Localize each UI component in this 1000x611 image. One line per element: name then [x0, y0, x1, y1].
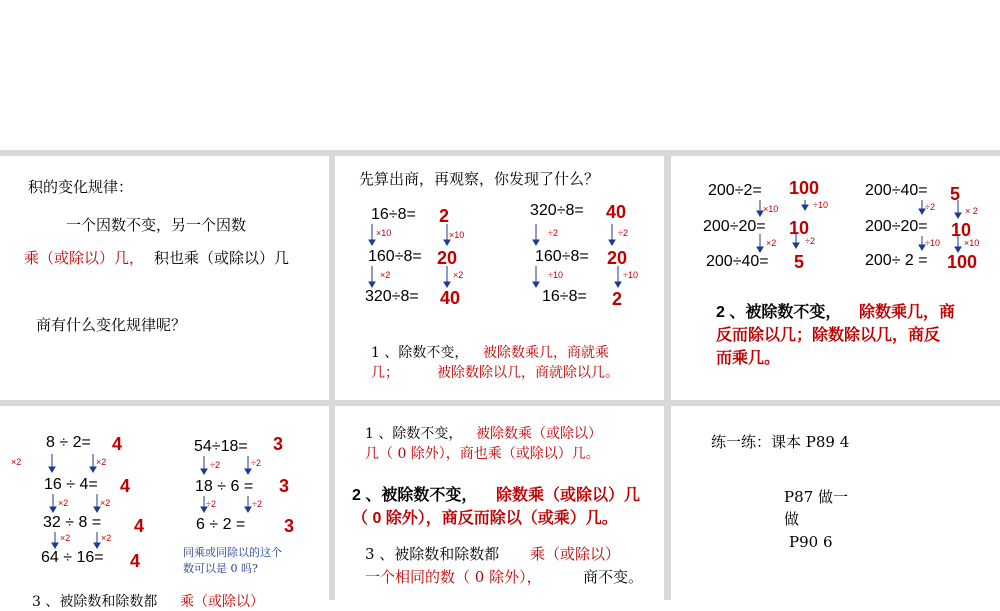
ans4r-3: 3 [284, 516, 295, 536]
zero-question-1: 同乘或同除以的这个 [183, 546, 282, 559]
rule2-red3: 而乘几。 [716, 350, 781, 367]
ans-100: 100 [789, 178, 820, 198]
ans-40: 40 [440, 288, 461, 308]
op4r-a1b: ÷2 [251, 458, 261, 468]
ans-20: 20 [437, 248, 458, 268]
slide-dividend-changes[interactable] [335, 156, 664, 400]
summary2-red2: （ 0 除外），商反而除以（或乘）几。 [352, 510, 618, 527]
ans-2: 2 [439, 206, 450, 226]
op4-o2a: ×2 [58, 498, 69, 508]
rule3-partial-black: 3 、被除数和除数都 [32, 594, 158, 610]
observe-title: 先算出商，再观察，你发现了什么？ [359, 170, 600, 188]
summary3-black2: 商不变。 [583, 568, 644, 586]
ans4-3: 4 [134, 516, 145, 536]
slide-product-rule[interactable] [0, 156, 329, 400]
summary2-black: 2 、被除数不变， [352, 487, 478, 504]
op4-o3b: ×2 [101, 533, 112, 543]
practice-line4: P90 6 [789, 533, 833, 551]
rule1-red1: 被除数乘几，商就乘 [483, 345, 609, 361]
op4r-a2: ÷2 [206, 499, 216, 509]
expr-200-div-40-r: 200÷40= [865, 182, 928, 199]
ans-5: 5 [794, 252, 805, 272]
ans-10-r: 10 [951, 220, 972, 240]
op-x2b: ×2 [453, 270, 464, 280]
op-div10: ÷10 [548, 270, 563, 280]
expr-16-div-4: 16 ÷ 4= [44, 476, 98, 493]
op3-div2: ÷2 [805, 236, 815, 246]
expr-16-div-8: 16÷8= [371, 206, 416, 223]
op-div2b: ÷2 [618, 228, 628, 238]
ans-2-r: 2 [612, 289, 623, 309]
op3r-x2: × 2 [965, 206, 978, 216]
op4-o3a: ×2 [60, 533, 71, 543]
expr-64-div-16: 64 ÷ 16= [41, 549, 104, 566]
rule3-partial-red: 乘（或除以） [180, 594, 264, 610]
summary3-red1: 乘（或除以） [530, 545, 621, 563]
expr-200-div-2-r: 200÷ 2 = [865, 252, 928, 269]
expr-8-div-2: 8 ÷ 2= [46, 434, 91, 451]
op-div2: ÷2 [548, 228, 558, 238]
op3r-div10: ÷10 [925, 238, 940, 248]
rule2-red2: 反而除以几；除数除以几，商反 [716, 327, 941, 344]
ans4-2: 4 [120, 476, 131, 496]
product-rule-line2-red: 乘（或除以）几， [24, 249, 145, 267]
op3r-div2: ÷2 [925, 202, 935, 212]
ans4r-1: 3 [273, 434, 284, 454]
product-rule-line2-black: 积也乘（或除以）几 [154, 249, 290, 267]
op4-o2b: ×2 [100, 498, 111, 508]
expr-200-div-40: 200÷40= [706, 253, 769, 270]
ans4-4: 4 [130, 551, 141, 571]
summary1-red1: 被除数乘（或除以） [476, 426, 602, 442]
zero-question-2: 数可以是 0 吗? [183, 562, 258, 575]
op-div10b: ÷10 [623, 270, 638, 280]
op3-x10: ×10 [763, 204, 779, 214]
op4-outer: ×2 [11, 457, 22, 467]
op4r-a2b: ÷2 [252, 499, 262, 509]
op3-x2: ×2 [766, 238, 777, 248]
expr-6-div-2: 6 ÷ 2 = [196, 516, 246, 533]
op4r-a1: ÷2 [210, 460, 220, 470]
op-x10: ×10 [376, 228, 392, 238]
product-rule-line1: 一个因数不变，另一个因数 [66, 216, 247, 234]
op4-o1: ×2 [96, 457, 107, 467]
op-x2: ×2 [380, 270, 391, 280]
expr-200-div-2: 200÷2= [708, 182, 762, 199]
product-rule-title: 积的变化规律： [28, 178, 134, 196]
ans-40-r: 40 [606, 202, 627, 222]
ans4r-2: 3 [279, 476, 290, 496]
expr-32-div-8: 32 ÷ 8 = [43, 514, 102, 531]
practice-line3: 做 [784, 510, 800, 528]
rule1-red2: 几； [371, 365, 399, 381]
expr-16-div-8-r: 16÷8= [542, 288, 587, 305]
summary3-red2: 一个相同的数（ 0 除外）， [365, 568, 542, 586]
summary2-red1: 除数乘（或除以）几 [496, 487, 641, 504]
summary3-black: 3 、被除数和除数都 [365, 545, 500, 563]
ans-20-r: 20 [607, 248, 628, 268]
ans-100-r: 100 [947, 252, 978, 272]
practice-line1: 练一练：课本 P89 4 [711, 433, 850, 451]
slide-both-change[interactable] [0, 406, 329, 610]
rule1-black: 1 、除数不变， [371, 345, 469, 361]
ans-10: 10 [789, 218, 810, 238]
ans-5-r: 5 [950, 184, 961, 204]
op-x10b: ×10 [449, 230, 465, 240]
expr-200-div-20: 200÷20= [703, 218, 766, 235]
rule2-red1: 除数乘几，商 [859, 304, 956, 321]
quotient-question: 商有什么变化规律呢？ [36, 316, 187, 334]
rule2-black: 2 、被除数不变， [716, 304, 842, 321]
expr-160-div-8: 160÷8= [368, 248, 422, 265]
expr-18-div-6: 18 ÷ 6 = [195, 478, 254, 495]
slide-practice[interactable] [671, 406, 1000, 600]
practice-line2: P87 做一 [784, 488, 848, 506]
ans4-1: 4 [112, 434, 123, 454]
expr-160-div-8-r: 160÷8= [535, 248, 589, 265]
expr-200-div-20-r: 200÷20= [865, 218, 928, 235]
expr-320-div-8-r: 320÷8= [530, 202, 584, 219]
summary1-red2: 几（ 0 除外），商也乘（或除以）几。 [365, 446, 600, 462]
expr-54-div-18: 54÷18= [194, 438, 248, 455]
expr-320-div-8: 320÷8= [365, 288, 419, 305]
slide-divisor-changes[interactable] [671, 156, 1000, 400]
op3r-x10: ×10 [964, 238, 980, 248]
slide-summary[interactable] [335, 406, 664, 600]
rule1-red3: 被除数除以几，商就除以几。 [437, 365, 619, 381]
op3-div10: ÷10 [813, 200, 828, 210]
summary1-black: 1 、除数不变， [365, 426, 463, 442]
